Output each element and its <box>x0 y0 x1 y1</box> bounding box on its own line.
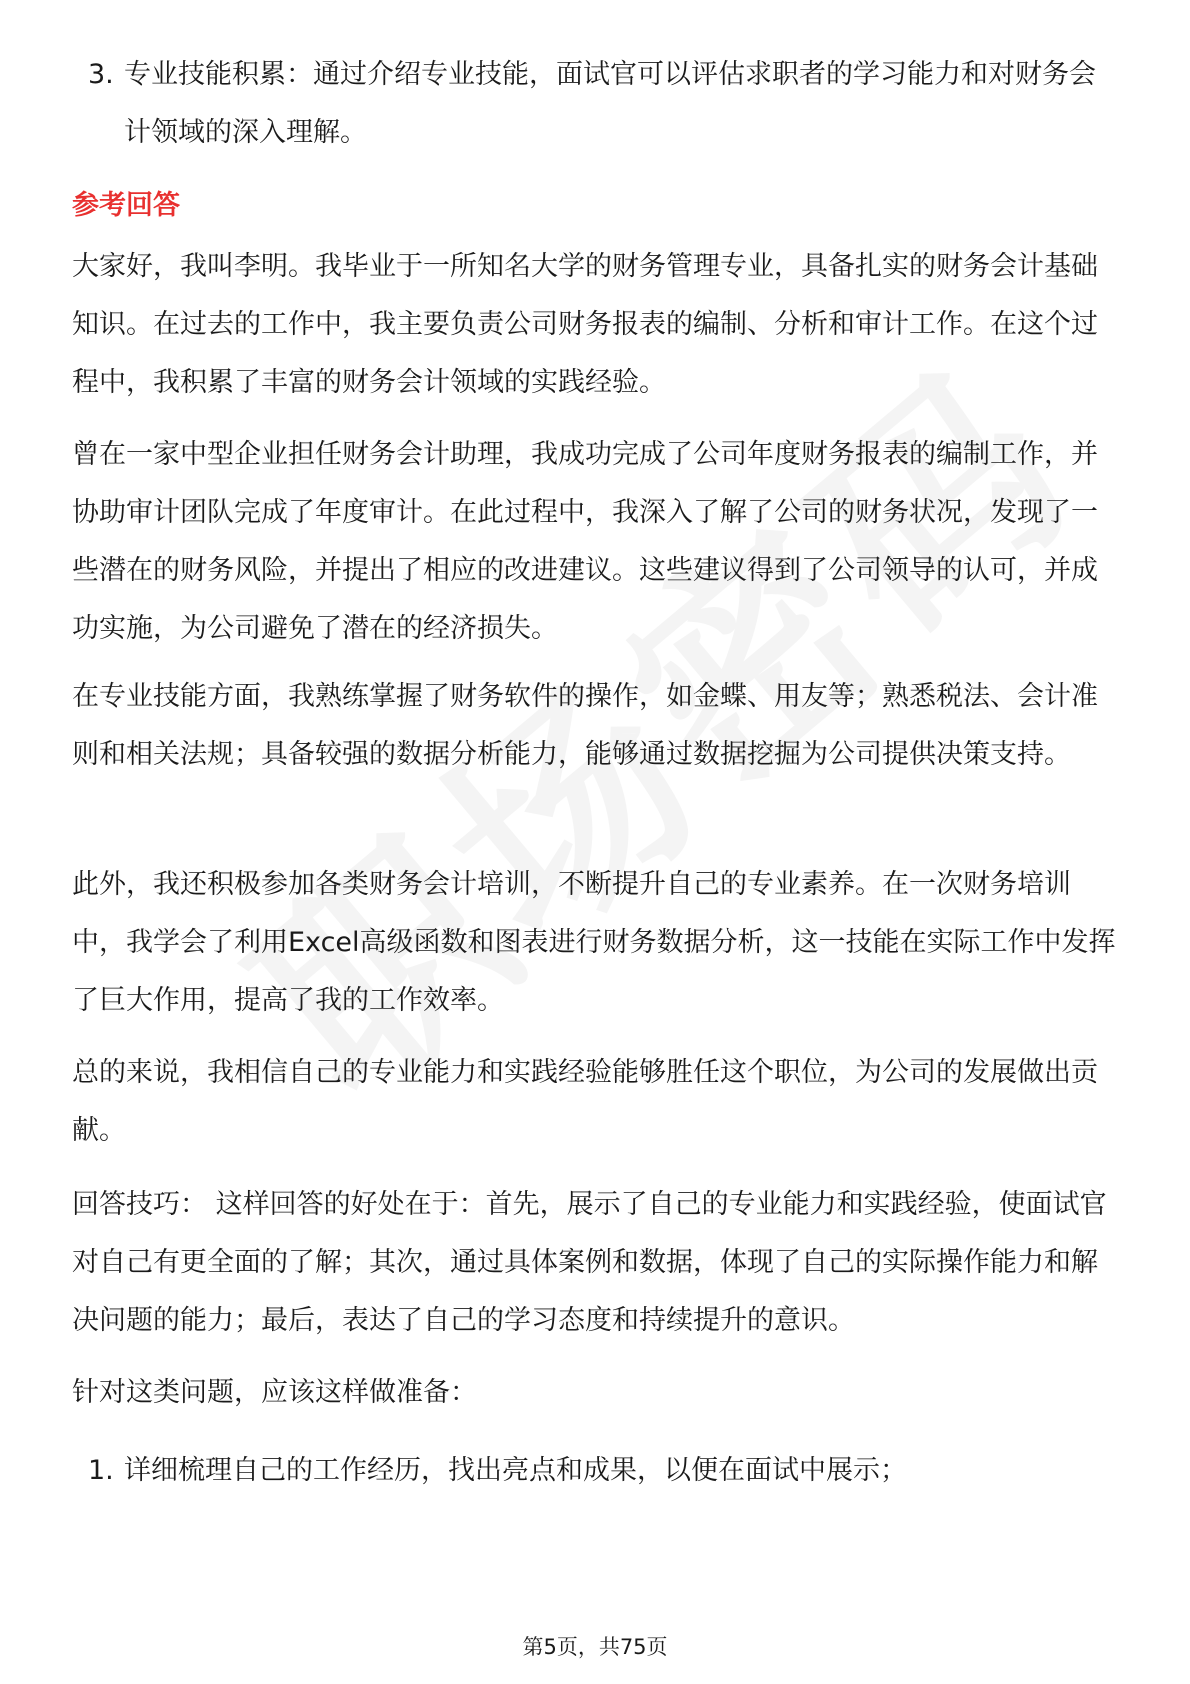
reference-answer-heading: 参考回答 <box>72 190 180 221</box>
paragraph-training: 此外，我还积极参加各类财务会计培训，不断提升自己的专业素养。在一次财务培训中，我学会了利用Excel高级函数和图表进行财务数据分析，这一技能在实际工作中发挥了巨大作用，提高了我的工作效率。 <box>72 869 1116 1016</box>
list-item-text: 详细梳理自己的工作经历，找出亮点和成果，以便在面试中展示； <box>124 1455 907 1486</box>
paragraph-answer-tips: 回答技巧： 这样回答的好处在于：首先，展示了自己的专业能力和实践经验，使面试官对自己有更全面的了解；其次，通过具体案例和数据，体现了自己的实际操作能力和解决问题的能力；最后，表达了自己的学习态度和持续提升的意识。 <box>72 1189 1107 1336</box>
list-item-text: 专业技能积累：通过介绍专业技能，面试官可以评估求职者的学习能力和对财务会计领域的深入理解。 <box>124 59 1096 148</box>
paragraph-intro: 大家好，我叫李明。我毕业于一所知名大学的财务管理专业，具备扎实的财务会计基础知识。在过去的工作中，我主要负责公司财务报表的编制、分析和审计工作。在这个过程中，我积累了丰富的财务会计领域的实践经验。 <box>72 251 1098 398</box>
list-item-1 <box>88 1442 1118 1500</box>
list-item-3 <box>88 46 1118 162</box>
list-item-number: 3. <box>88 59 114 90</box>
list-item-number: 1. <box>88 1455 114 1486</box>
page-footer: 第5页，共75页 <box>522 1635 668 1659</box>
paragraph-summary: 总的来说，我相信自己的专业能力和实践经验能够胜任这个职位，为公司的发展做出贡献。 <box>72 1057 1098 1146</box>
paragraph-experience: 曾在一家中型企业担任财务会计助理，我成功完成了公司年度财务报表的编制工作，并协助审计团队完成了年度审计。在此过程中，我深入了解了公司的财务状况，发现了一些潜在的财务风险，并提出了相应的改进建议。这些建议得到了公司领导的认可，并成功实施，为公司避免了潜在的经济损失。 <box>72 439 1098 644</box>
paragraph-preparation-intro: 针对这类问题，应该这样做准备： <box>72 1377 477 1408</box>
paragraph-skills: 在专业技能方面，我熟练掌握了财务软件的操作，如金蝶、用友等；熟悉税法、会计准则和相关法规；具备较强的数据分析能力，能够通过数据挖掘为公司提供决策支持。 <box>72 681 1098 770</box>
